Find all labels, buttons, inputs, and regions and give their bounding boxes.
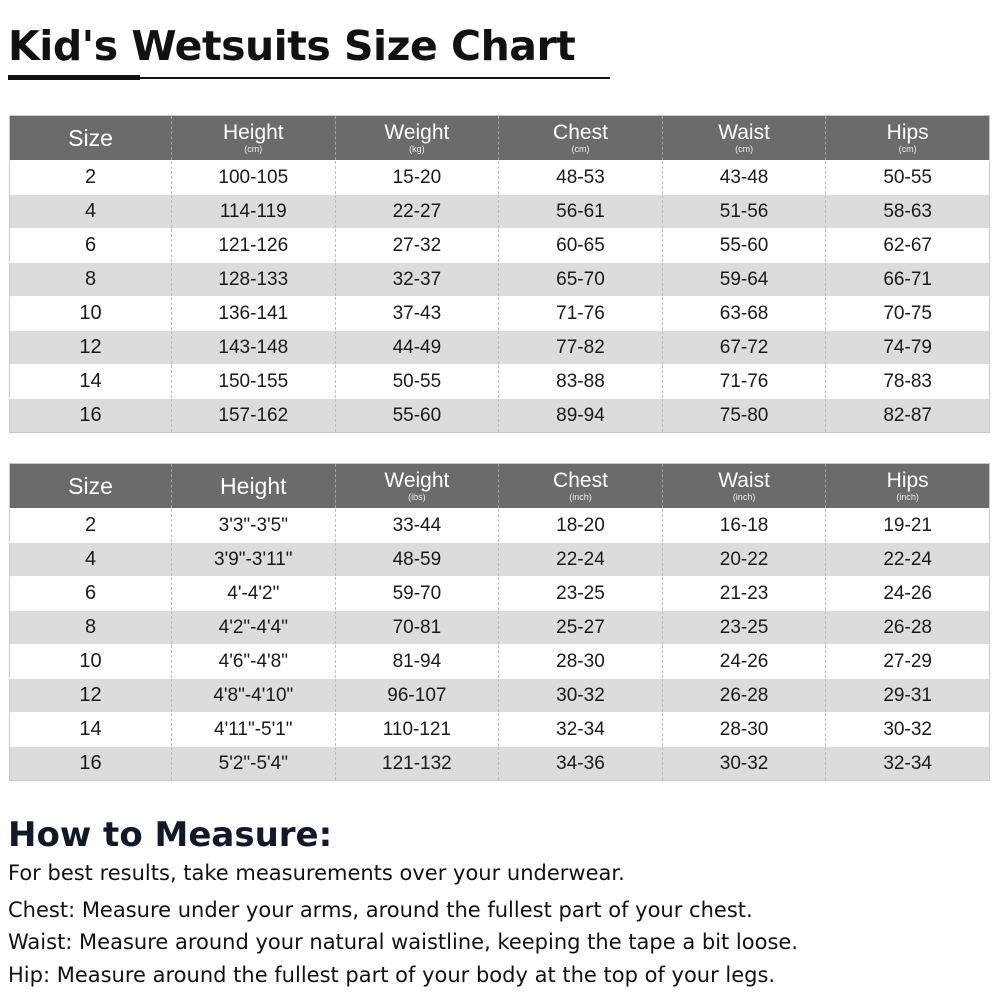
column-header-label: Weight — [384, 469, 450, 492]
cell-waist: 51-56 — [662, 195, 826, 229]
column-header-label: Height — [220, 472, 287, 499]
cell-height: 114-119 — [172, 195, 336, 229]
cell-size: 12 — [10, 331, 172, 365]
column-header-unit: (inch) — [569, 492, 592, 502]
cell-chest: 25-27 — [499, 611, 663, 645]
cell-waist: 21-23 — [662, 577, 826, 611]
cell-chest: 32-34 — [499, 713, 663, 747]
column-header-waist — [662, 116, 826, 161]
measure-instruction-chest: Chest: Measure under your arms, around the fullest part of your chest. — [8, 898, 753, 922]
cell-hips: 74-79 — [826, 331, 990, 365]
cell-waist: 23-25 — [662, 611, 826, 645]
cell-size: 6 — [10, 229, 172, 263]
table-row — [10, 747, 990, 781]
cell-size: 4 — [10, 543, 172, 577]
cell-size: 8 — [10, 611, 172, 645]
how-to-measure-heading: How to Measure: — [8, 815, 333, 855]
column-header-chest — [499, 464, 663, 509]
table-row — [10, 297, 990, 331]
cell-height: 4'-4'2" — [172, 577, 336, 611]
cell-size: 10 — [10, 297, 172, 331]
cell-hips: 30-32 — [826, 713, 990, 747]
cell-weight: 32-37 — [335, 263, 499, 297]
cell-weight: 96-107 — [335, 679, 499, 713]
column-header-height — [172, 464, 336, 509]
cell-height: 136-141 — [172, 297, 336, 331]
cell-hips: 19-21 — [826, 509, 990, 543]
cell-height: 3'9"-3'11" — [172, 543, 336, 577]
cell-size: 14 — [10, 365, 172, 399]
column-header-label: Chest — [553, 469, 608, 492]
column-header-hips — [826, 464, 990, 509]
cell-weight: 110-121 — [335, 713, 499, 747]
column-header-unit: (cm) — [898, 144, 917, 154]
cell-weight: 121-132 — [335, 747, 499, 781]
cell-size: 12 — [10, 679, 172, 713]
cell-weight: 27-32 — [335, 229, 499, 263]
cell-size: 8 — [10, 263, 172, 297]
cell-height: 121-126 — [172, 229, 336, 263]
table-row — [10, 543, 990, 577]
column-header-weight — [335, 464, 499, 509]
table-row — [10, 509, 990, 543]
cell-hips: 82-87 — [826, 399, 990, 433]
cell-hips: 66-71 — [826, 263, 990, 297]
page-title: Kid's Wetsuits Size Chart — [8, 22, 576, 70]
cell-waist: 43-48 — [662, 161, 826, 195]
cell-weight: 50-55 — [335, 365, 499, 399]
cell-weight: 48-59 — [335, 543, 499, 577]
column-header-label: Weight — [384, 121, 450, 144]
cell-weight: 44-49 — [335, 331, 499, 365]
cell-hips: 22-24 — [826, 543, 990, 577]
cell-chest: 30-32 — [499, 679, 663, 713]
cell-weight: 37-43 — [335, 297, 499, 331]
table-row — [10, 713, 990, 747]
cell-height: 143-148 — [172, 331, 336, 365]
cell-chest: 28-30 — [499, 645, 663, 679]
column-header-label: Size — [68, 472, 113, 499]
cell-hips: 24-26 — [826, 577, 990, 611]
cell-chest: 56-61 — [499, 195, 663, 229]
cell-hips: 27-29 — [826, 645, 990, 679]
cell-waist: 28-30 — [662, 713, 826, 747]
cell-weight: 33-44 — [335, 509, 499, 543]
table-row — [10, 645, 990, 679]
column-header-unit: (cm) — [735, 144, 754, 154]
measure-instruction-waist: Waist: Measure around your natural waistline, keeping the tape a bit loose. — [8, 930, 799, 954]
cell-chest: 18-20 — [499, 509, 663, 543]
cell-size: 4 — [10, 195, 172, 229]
cell-size: 2 — [10, 509, 172, 543]
table-row — [10, 365, 990, 399]
column-header-height — [172, 116, 336, 161]
cell-weight: 81-94 — [335, 645, 499, 679]
table-row — [10, 399, 990, 433]
cell-weight: 22-27 — [335, 195, 499, 229]
table-row — [10, 229, 990, 263]
cell-height: 4'2"-4'4" — [172, 611, 336, 645]
cell-size: 14 — [10, 713, 172, 747]
cell-hips: 50-55 — [826, 161, 990, 195]
column-header-unit: (kg) — [409, 144, 425, 154]
table-header-row — [10, 116, 990, 161]
column-header-size — [10, 464, 172, 509]
cell-weight: 70-81 — [335, 611, 499, 645]
table-row — [10, 195, 990, 229]
column-header-label: Hips — [886, 121, 929, 144]
column-header-label: Size — [68, 124, 113, 151]
table-row — [10, 611, 990, 645]
column-header-label: Waist — [718, 121, 770, 144]
cell-height: 3'3"-3'5" — [172, 509, 336, 543]
cell-height: 4'11"-5'1" — [172, 713, 336, 747]
cell-chest: 34-36 — [499, 747, 663, 781]
cell-waist: 20-22 — [662, 543, 826, 577]
column-header-unit: (inch) — [896, 492, 919, 502]
cell-chest: 89-94 — [499, 399, 663, 433]
cell-chest: 65-70 — [499, 263, 663, 297]
cell-hips: 62-67 — [826, 229, 990, 263]
metric-size-table — [9, 115, 990, 433]
cell-waist: 24-26 — [662, 645, 826, 679]
cell-chest: 77-82 — [499, 331, 663, 365]
cell-chest: 60-65 — [499, 229, 663, 263]
column-header-unit: (ibs) — [408, 492, 426, 502]
table-row — [10, 577, 990, 611]
cell-waist: 67-72 — [662, 331, 826, 365]
cell-height: 4'6"-4'8" — [172, 645, 336, 679]
column-header-label: Hips — [886, 469, 929, 492]
cell-chest: 48-53 — [499, 161, 663, 195]
cell-chest: 23-25 — [499, 577, 663, 611]
cell-waist: 26-28 — [662, 679, 826, 713]
cell-size: 6 — [10, 577, 172, 611]
cell-size: 2 — [10, 161, 172, 195]
cell-chest: 71-76 — [499, 297, 663, 331]
column-header-waist — [662, 464, 826, 509]
column-header-label: Chest — [553, 121, 608, 144]
table-row — [10, 331, 990, 365]
cell-height: 157-162 — [172, 399, 336, 433]
cell-hips: 29-31 — [826, 679, 990, 713]
column-header-unit: (cm) — [571, 144, 590, 154]
column-header-size — [10, 116, 172, 161]
title-underline-accent — [8, 75, 140, 80]
cell-waist: 75-80 — [662, 399, 826, 433]
cell-waist: 59-64 — [662, 263, 826, 297]
cell-waist: 55-60 — [662, 229, 826, 263]
column-header-chest — [499, 116, 663, 161]
column-header-weight — [335, 116, 499, 161]
cell-size: 16 — [10, 747, 172, 781]
column-header-unit: (inch) — [732, 492, 756, 502]
cell-weight: 55-60 — [335, 399, 499, 433]
column-header-unit: (cm) — [244, 144, 263, 154]
cell-hips: 32-34 — [826, 747, 990, 781]
table-row — [10, 263, 990, 297]
cell-chest: 83-88 — [499, 365, 663, 399]
table-header-row — [10, 464, 990, 509]
column-header-hips — [826, 116, 990, 161]
cell-height: 150-155 — [172, 365, 336, 399]
table-row — [10, 679, 990, 713]
cell-waist: 63-68 — [662, 297, 826, 331]
imperial-size-table — [9, 463, 990, 781]
measure-instruction: For best results, take measurements over your underwear. — [8, 861, 625, 885]
table-row — [10, 161, 990, 195]
cell-hips: 78-83 — [826, 365, 990, 399]
cell-height: 5'2"-5'4" — [172, 747, 336, 781]
cell-waist: 16-18 — [662, 509, 826, 543]
cell-waist: 30-32 — [662, 747, 826, 781]
cell-height: 128-133 — [172, 263, 336, 297]
cell-hips: 58-63 — [826, 195, 990, 229]
cell-height: 100-105 — [172, 161, 336, 195]
cell-hips: 26-28 — [826, 611, 990, 645]
cell-hips: 70-75 — [826, 297, 990, 331]
cell-waist: 71-76 — [662, 365, 826, 399]
cell-weight: 15-20 — [335, 161, 499, 195]
cell-weight: 59-70 — [335, 577, 499, 611]
cell-size: 10 — [10, 645, 172, 679]
column-header-label: Height — [222, 121, 284, 144]
cell-height: 4'8"-4'10" — [172, 679, 336, 713]
measure-instruction-hip: Hip: Measure around the fullest part of your body at the top of your legs. — [8, 963, 776, 987]
column-header-label: Waist — [718, 469, 770, 492]
cell-size: 16 — [10, 399, 172, 433]
cell-chest: 22-24 — [499, 543, 663, 577]
